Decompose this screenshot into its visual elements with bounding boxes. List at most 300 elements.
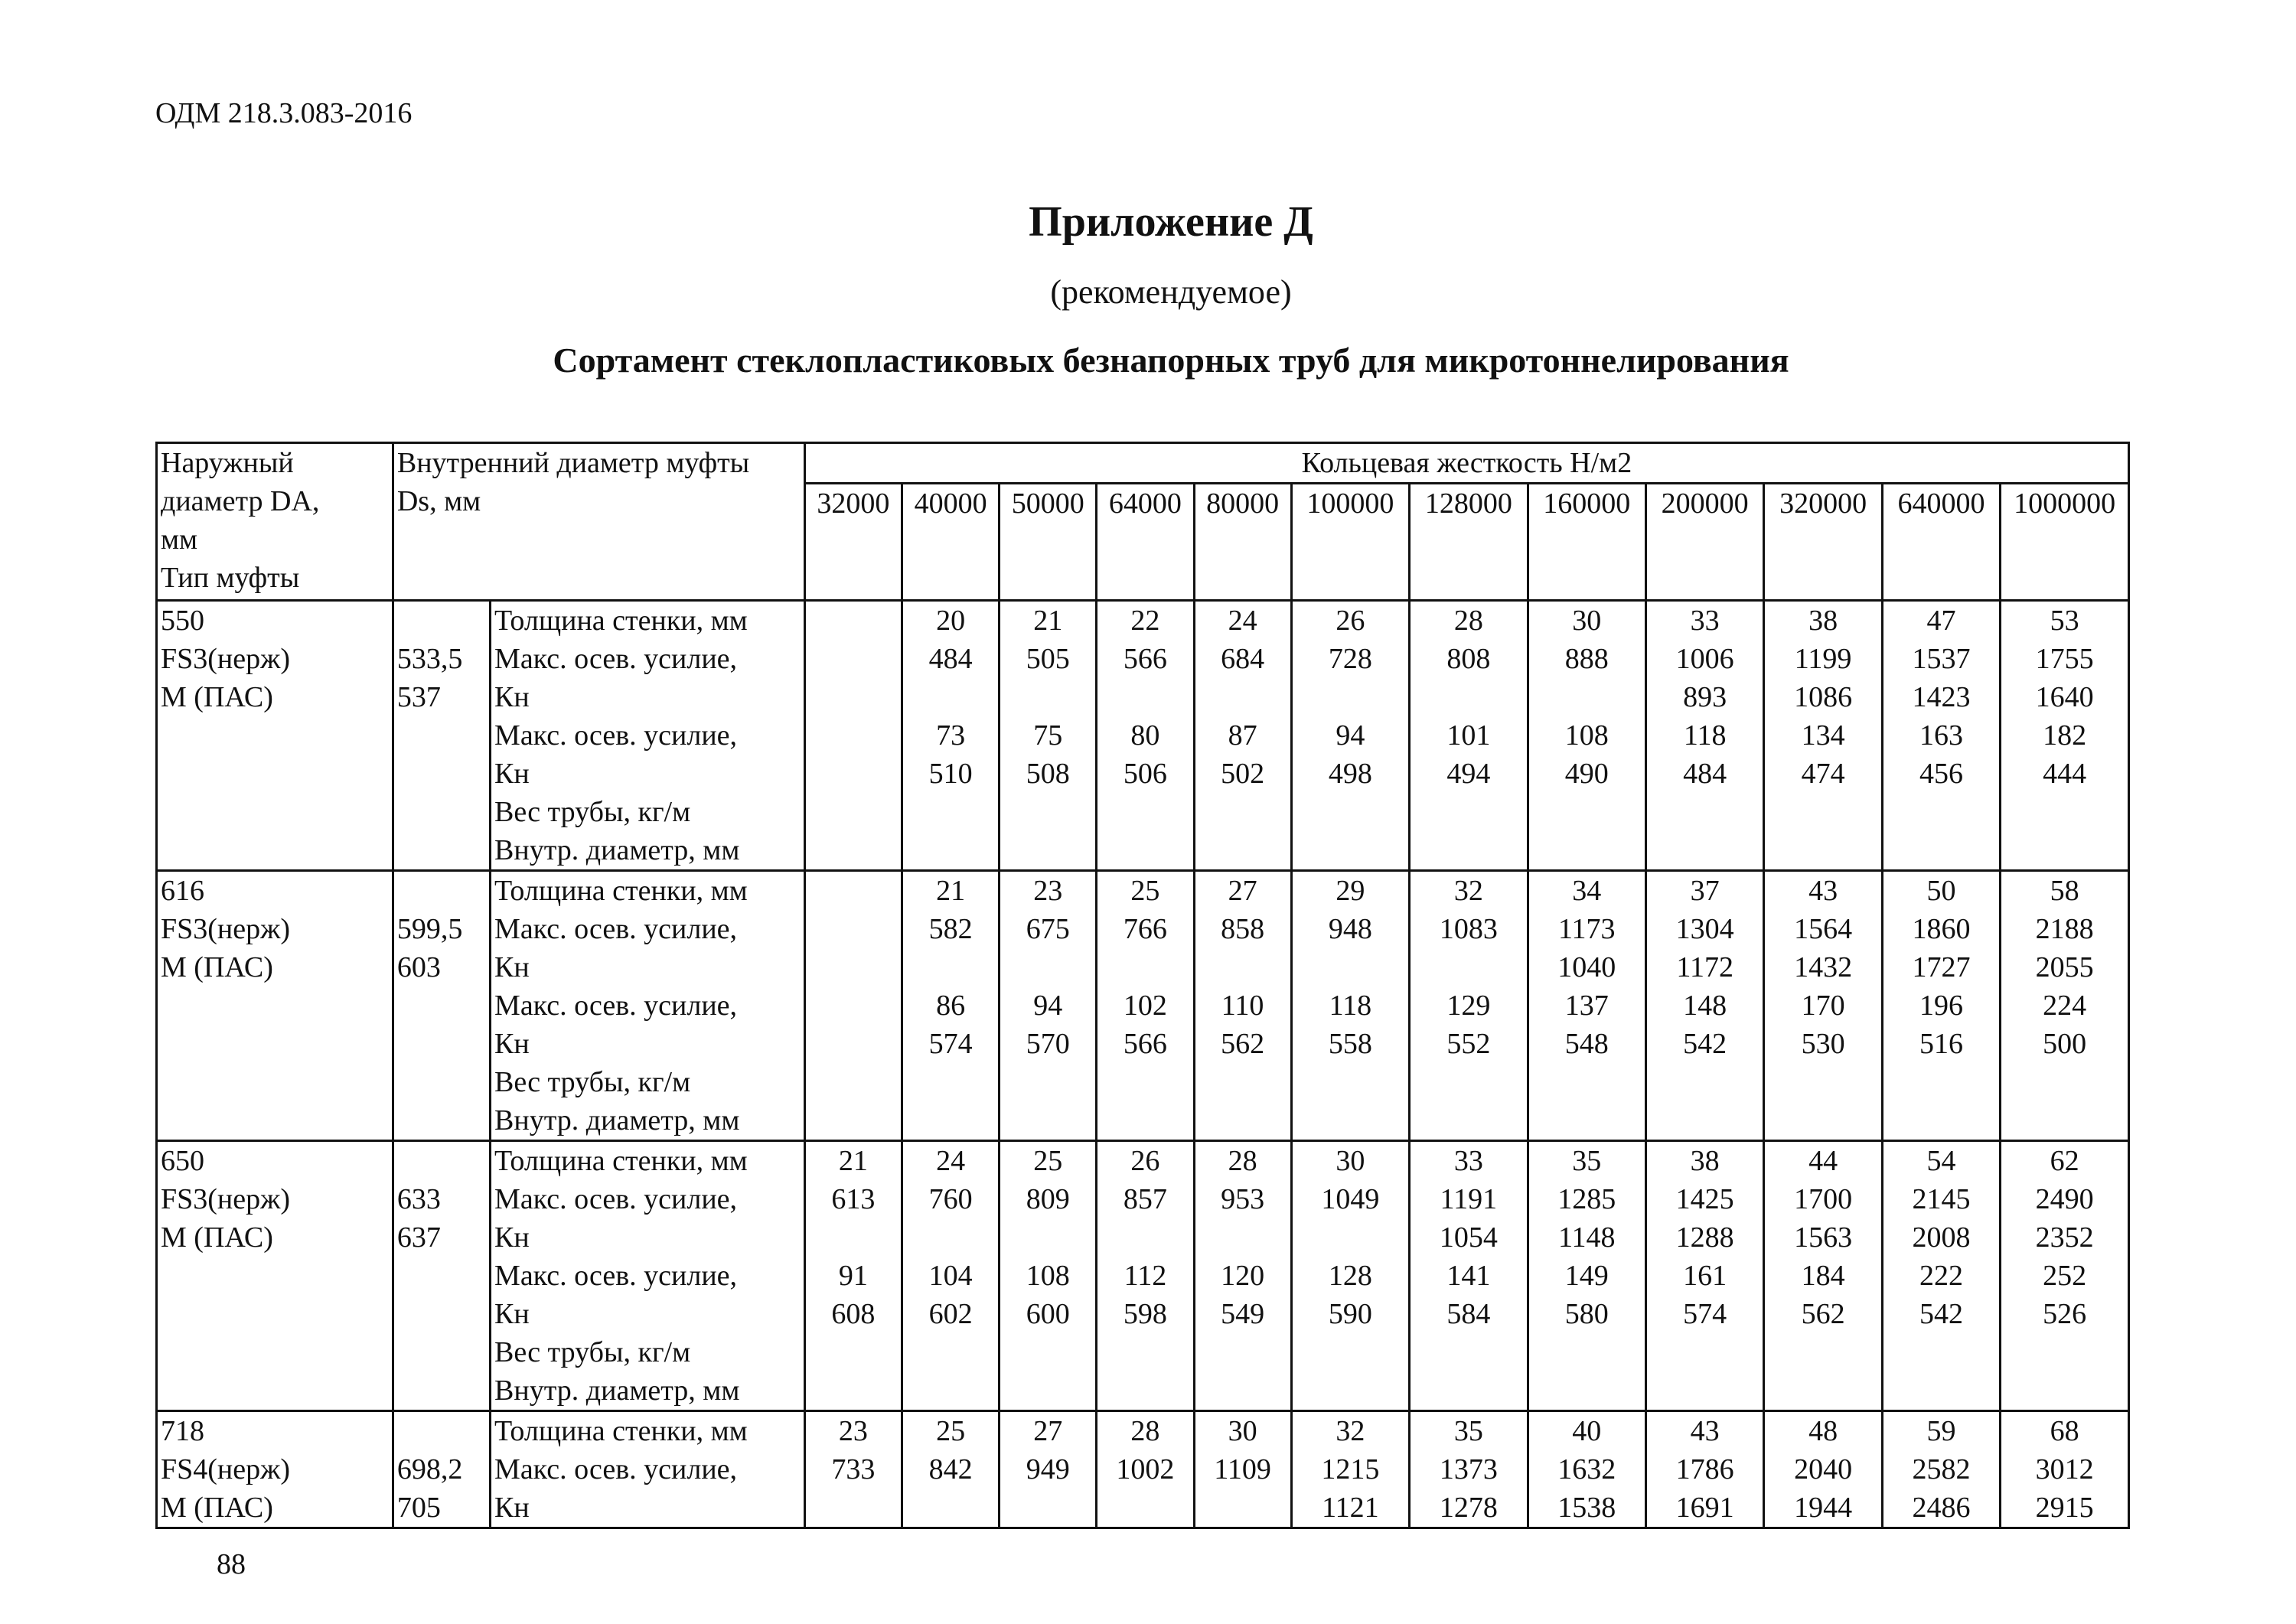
cell-line: 2582 xyxy=(1912,1453,1971,1485)
cell-line xyxy=(1414,831,1523,869)
cell-line: 108 xyxy=(1564,719,1609,752)
value-cell xyxy=(1764,871,1882,1141)
cell-line: 47 xyxy=(1926,605,1956,637)
cell-line xyxy=(2004,1063,2125,1101)
header-text-line: Наружный xyxy=(161,447,294,479)
cell-line: 705 xyxy=(396,1492,441,1524)
outer-diameter-cell xyxy=(157,871,393,1141)
cell-line xyxy=(1003,831,1092,869)
cell-line: Макс. осев. усилие, xyxy=(494,1453,738,1485)
value-cell xyxy=(1097,871,1194,1141)
cell-line: 33 xyxy=(1690,605,1720,637)
cell-line: 1172 xyxy=(1676,951,1733,983)
cell-line: 548 xyxy=(1564,1028,1609,1060)
cell-line xyxy=(906,1063,995,1101)
cell-line: 1944 xyxy=(1794,1492,1853,1524)
cell-line: 118 xyxy=(1683,719,1727,752)
stiffness-value-cell: 640000 xyxy=(1882,484,2000,601)
cell-line xyxy=(1101,1218,1189,1257)
cell-line xyxy=(1532,1333,1642,1371)
value-cell xyxy=(1528,1141,1645,1411)
cell-line: 120 xyxy=(1221,1260,1265,1292)
value-cell xyxy=(804,871,902,1141)
header-row-1 xyxy=(157,443,2129,484)
cell-line: 23 xyxy=(1033,875,1063,907)
cell-line: 562 xyxy=(1801,1298,1845,1330)
cell-line: 28 xyxy=(1228,1145,1257,1177)
cell-line: 20 xyxy=(936,605,966,637)
cell-line xyxy=(1296,1371,1405,1410)
cell-line xyxy=(1887,831,1996,869)
cell-line xyxy=(1768,1101,1877,1140)
stiffness-value-cell: 1000000 xyxy=(2001,484,2129,601)
cell-line xyxy=(1199,1218,1287,1257)
cell-line: 1691 xyxy=(1675,1492,1734,1524)
cell-line xyxy=(1296,1218,1405,1257)
cell-line xyxy=(1414,793,1523,831)
cell-line: 32 xyxy=(1453,875,1483,907)
cell-line: 128 xyxy=(1328,1260,1372,1292)
value-cell xyxy=(1000,1411,1097,1528)
stiffness-value-cell: 80000 xyxy=(1194,484,1291,601)
cell-line: 498 xyxy=(1328,758,1372,790)
cell-line xyxy=(1199,948,1287,986)
cell-line xyxy=(1532,678,1642,716)
cell-line: 182 xyxy=(2043,719,2087,752)
cell-line: Внутр. диаметр, мм xyxy=(494,1104,740,1136)
cell-line: 2040 xyxy=(1794,1453,1853,1485)
cell-line: 112 xyxy=(1124,1260,1167,1292)
value-cell xyxy=(2001,601,2129,871)
cell-line: 1425 xyxy=(1675,1183,1734,1215)
cell-line: 30 xyxy=(1336,1145,1365,1177)
cell-line xyxy=(1003,1371,1092,1410)
value-cell xyxy=(1410,1141,1528,1411)
cell-line xyxy=(809,831,898,869)
cell-line xyxy=(1414,1333,1523,1371)
cell-line: Кн xyxy=(494,681,530,713)
cell-line xyxy=(906,948,995,986)
cell-line: 1086 xyxy=(1794,681,1853,713)
cell-line xyxy=(1650,1063,1760,1101)
coupling-diameter-cell xyxy=(393,1141,490,1411)
cell-line: 599,5 xyxy=(396,913,463,945)
cell-line: 3012 xyxy=(2035,1453,2094,1485)
cell-line: 1121 xyxy=(1322,1492,1379,1524)
cell-line: 1199 xyxy=(1794,643,1852,675)
cell-line: Вес трубы, кг/м xyxy=(494,1066,691,1098)
cell-line xyxy=(1101,1489,1189,1527)
cell-line: 2915 xyxy=(2035,1492,2094,1524)
cell-line: 73 xyxy=(936,719,966,752)
outer-diameter-cell xyxy=(157,1141,393,1411)
coupling-diameter-cell xyxy=(393,1411,490,1528)
cell-line: 698,2 xyxy=(396,1453,463,1485)
cell-line xyxy=(906,1218,995,1257)
cell-line: 616 xyxy=(161,875,204,907)
value-cell xyxy=(1194,1411,1291,1528)
coupling-diameter-cell xyxy=(393,601,490,871)
cell-line: Толщина стенки, мм xyxy=(494,1415,748,1447)
cell-line: 675 xyxy=(1026,913,1070,945)
cell-line: 948 xyxy=(1328,913,1372,945)
cell-line: 600 xyxy=(1026,1298,1070,1330)
cell-line: 2055 xyxy=(2035,951,2094,983)
cell-line: 558 xyxy=(1328,1028,1372,1060)
cell-line xyxy=(809,872,898,910)
cell-line: 858 xyxy=(1221,913,1265,945)
table-caption: Сортамент стеклопластиковых безнапорных труб для микротоннелирования xyxy=(553,341,1789,380)
value-cell xyxy=(902,871,1000,1141)
cell-line xyxy=(1650,1371,1760,1410)
cell-line xyxy=(809,755,898,793)
cell-line xyxy=(809,986,898,1025)
cell-line: Кн xyxy=(494,1492,530,1524)
cell-line xyxy=(1101,831,1189,869)
cell-line: 1002 xyxy=(1116,1453,1175,1485)
cell-line xyxy=(1887,1063,1996,1101)
cell-line xyxy=(397,602,486,640)
cell-line xyxy=(1003,948,1092,986)
cell-line: 808 xyxy=(1446,643,1491,675)
cell-line: 1563 xyxy=(1794,1221,1853,1254)
value-cell xyxy=(1645,601,1763,871)
page-number: 88 xyxy=(217,1548,246,1580)
cell-line: 170 xyxy=(1801,990,1845,1022)
cell-line: 506 xyxy=(1123,758,1167,790)
cell-line: 252 xyxy=(2043,1260,2087,1292)
value-cell xyxy=(1528,871,1645,1141)
cell-line xyxy=(1768,831,1877,869)
value-cell xyxy=(804,601,902,871)
cell-line xyxy=(2004,1371,2125,1410)
cell-line xyxy=(906,1101,995,1140)
cell-line: 1432 xyxy=(1794,951,1853,983)
cell-line: 48 xyxy=(1808,1415,1838,1447)
cell-line: 148 xyxy=(1683,990,1727,1022)
cell-line: 603 xyxy=(396,951,441,983)
cell-line xyxy=(809,1333,898,1371)
stiffness-value-cell: 128000 xyxy=(1410,484,1528,601)
cell-line: 809 xyxy=(1026,1183,1070,1215)
value-cell xyxy=(1764,1411,1882,1528)
cell-line: 59 xyxy=(1926,1415,1956,1447)
stiffness-value-cell: 40000 xyxy=(902,484,1000,601)
cell-line xyxy=(1101,793,1189,831)
value-cell xyxy=(804,1411,902,1528)
cell-line xyxy=(1101,1333,1189,1371)
cell-line: 33 xyxy=(1453,1145,1483,1177)
cell-line xyxy=(1296,831,1405,869)
cell-line: 456 xyxy=(1919,758,1963,790)
value-cell xyxy=(1291,1141,1409,1411)
header-text-line: мм xyxy=(161,523,198,556)
cell-line xyxy=(2004,1101,2125,1140)
cell-line: 29 xyxy=(1336,875,1365,907)
header-text-line: Тип муфты xyxy=(161,562,300,594)
cell-line xyxy=(906,1333,995,1371)
document-code: ОДМ 218.3.083-2016 xyxy=(155,97,413,129)
cell-line xyxy=(1296,793,1405,831)
cell-line: 474 xyxy=(1801,758,1845,790)
cell-line: 1285 xyxy=(1557,1183,1616,1215)
cell-line: 637 xyxy=(396,1221,441,1254)
value-cell xyxy=(1645,1141,1763,1411)
cell-line: 1006 xyxy=(1675,643,1734,675)
cell-line: 484 xyxy=(1683,758,1727,790)
cell-line: 552 xyxy=(1446,1028,1491,1060)
cell-line: 613 xyxy=(831,1183,876,1215)
cell-line: 502 xyxy=(1221,758,1265,790)
cell-line: Внутр. диаметр, мм xyxy=(494,1375,740,1407)
cell-line xyxy=(2004,831,2125,869)
stiffness-value-cell: 100000 xyxy=(1291,484,1409,601)
cell-line xyxy=(906,1489,995,1527)
cell-line: 633 xyxy=(396,1183,441,1215)
cell-line: 1278 xyxy=(1439,1492,1498,1524)
cell-line xyxy=(809,1063,898,1101)
cell-line: 21 xyxy=(936,875,966,907)
cell-line: 444 xyxy=(2043,758,2087,790)
cell-line: 86 xyxy=(936,990,966,1022)
stiffness-value-cell: 64000 xyxy=(1097,484,1194,601)
cell-line: 550 xyxy=(161,605,204,637)
value-cell xyxy=(1645,1411,1763,1528)
value-cell xyxy=(1194,1141,1291,1411)
cell-line: 1148 xyxy=(1557,1221,1616,1254)
cell-line xyxy=(906,793,995,831)
cell-line: 608 xyxy=(831,1298,876,1330)
cell-line xyxy=(1532,1371,1642,1410)
cell-line: 566 xyxy=(1123,643,1167,675)
cell-line: Макс. осев. усилие, xyxy=(494,1183,738,1215)
cell-line: 75 xyxy=(1033,719,1063,752)
cell-line: М (ПАС) xyxy=(161,1492,273,1524)
pipe-group-row xyxy=(157,1411,2129,1528)
cell-line: 728 xyxy=(1328,643,1372,675)
cell-line: 500 xyxy=(2043,1028,2087,1060)
cell-line: 58 xyxy=(2050,875,2079,907)
cell-line xyxy=(1768,1063,1877,1101)
cell-line: 38 xyxy=(1690,1145,1720,1177)
cell-line: 50 xyxy=(1926,875,1956,907)
cell-line: 566 xyxy=(1123,1028,1167,1060)
cell-line: 26 xyxy=(1336,605,1365,637)
cell-line xyxy=(1650,831,1760,869)
cell-line xyxy=(1768,1371,1877,1410)
cell-line xyxy=(1003,678,1092,716)
cell-line: Макс. осев. усилие, xyxy=(494,1260,738,1292)
header-text-line: диаметр DA, xyxy=(161,485,320,517)
cell-line xyxy=(906,678,995,716)
value-cell xyxy=(1882,871,2000,1141)
cell-line xyxy=(1414,1063,1523,1101)
cell-line: Макс. осев. усилие, xyxy=(494,990,738,1022)
cell-line: 25 xyxy=(936,1415,966,1447)
cell-line: 2008 xyxy=(1912,1221,1971,1254)
cell-line: 1537 xyxy=(1912,643,1971,675)
value-cell xyxy=(1000,601,1097,871)
value-cell xyxy=(1764,1141,1882,1411)
cell-line xyxy=(1768,793,1877,831)
cell-line: 1373 xyxy=(1439,1453,1498,1485)
cell-line: 766 xyxy=(1123,913,1167,945)
cell-line: 25 xyxy=(1130,875,1160,907)
cell-line xyxy=(809,948,898,986)
cell-line: 1191 xyxy=(1440,1183,1498,1215)
value-cell xyxy=(1410,1411,1528,1528)
cell-line xyxy=(1003,1333,1092,1371)
cell-line: Толщина стенки, мм xyxy=(494,605,748,637)
cell-line xyxy=(1003,1101,1092,1140)
stiffness-value-cell: 160000 xyxy=(1528,484,1645,601)
appendix-subtitle: (рекомендуемое) xyxy=(1050,273,1292,311)
cell-line: Толщина стенки, мм xyxy=(494,1145,748,1177)
cell-line xyxy=(1199,678,1287,716)
cell-line xyxy=(1532,1063,1642,1101)
cell-line: 1054 xyxy=(1439,1221,1498,1254)
cell-line: 21 xyxy=(838,1145,868,1177)
cell-line xyxy=(1414,1371,1523,1410)
value-cell xyxy=(1000,871,1097,1141)
value-cell xyxy=(902,601,1000,871)
cell-line: 533,5 xyxy=(396,643,463,675)
cell-line xyxy=(809,793,898,831)
cell-line: 494 xyxy=(1446,758,1491,790)
cell-line: 94 xyxy=(1336,719,1365,752)
cell-line: 516 xyxy=(1919,1028,1963,1060)
cell-line: 733 xyxy=(831,1453,876,1485)
value-cell xyxy=(1764,601,1882,871)
cell-line: Вес трубы, кг/м xyxy=(494,1336,691,1368)
cell-line: 2352 xyxy=(2035,1221,2094,1254)
cell-line: 2188 xyxy=(2035,913,2094,945)
value-cell xyxy=(2001,1141,2129,1411)
cell-line: FS3(нерж) xyxy=(161,643,291,675)
cell-line: 137 xyxy=(1564,990,1609,1022)
cell-line: FS3(нерж) xyxy=(161,913,291,945)
cell-line xyxy=(397,1412,486,1450)
value-cell xyxy=(1097,601,1194,871)
cell-line: 2490 xyxy=(2035,1183,2094,1215)
value-cell xyxy=(1097,1141,1194,1411)
cell-line: 149 xyxy=(1564,1260,1609,1292)
cell-line xyxy=(809,640,898,678)
cell-line: 718 xyxy=(161,1415,204,1447)
value-cell xyxy=(2001,1411,2129,1528)
cell-line xyxy=(1199,1333,1287,1371)
cell-line xyxy=(1003,1218,1092,1257)
outer-diameter-cell xyxy=(157,601,393,871)
cell-line: 842 xyxy=(928,1453,973,1485)
cell-line: 53 xyxy=(2050,605,2079,637)
cell-line: FS3(нерж) xyxy=(161,1183,291,1215)
cell-line xyxy=(397,1142,486,1180)
cell-line: Внутр. диаметр, мм xyxy=(494,834,740,866)
cell-line xyxy=(809,602,898,640)
stiffness-value-cell: 200000 xyxy=(1645,484,1763,601)
cell-line: Макс. осев. усилие, xyxy=(494,719,738,752)
cell-line: 43 xyxy=(1808,875,1838,907)
cell-line xyxy=(1296,1333,1405,1371)
cell-line: Вес трубы, кг/м xyxy=(494,796,691,828)
cell-line: 118 xyxy=(1329,990,1372,1022)
cell-line xyxy=(1414,948,1523,986)
value-cell xyxy=(1000,1141,1097,1411)
cell-line xyxy=(1650,1333,1760,1371)
cell-line: FS4(нерж) xyxy=(161,1453,291,1485)
cell-line: 102 xyxy=(1123,990,1167,1022)
cell-line xyxy=(1887,793,1996,831)
cell-line: 37 xyxy=(1690,875,1720,907)
cell-line: 1860 xyxy=(1912,913,1971,945)
cell-line: 574 xyxy=(1683,1298,1727,1330)
value-cell xyxy=(1194,601,1291,871)
cell-line: 104 xyxy=(928,1260,973,1292)
cell-line xyxy=(1650,1101,1760,1140)
cell-line: 68 xyxy=(2050,1415,2079,1447)
cell-line: 134 xyxy=(1801,719,1845,752)
value-cell xyxy=(804,1141,902,1411)
cell-line: 602 xyxy=(928,1298,973,1330)
cell-line: 87 xyxy=(1228,719,1257,752)
cell-line: 893 xyxy=(1683,681,1727,713)
cell-line xyxy=(809,1489,898,1527)
cell-line: 1109 xyxy=(1214,1453,1271,1485)
header-outer-diameter xyxy=(157,443,393,601)
cell-line: 62 xyxy=(2050,1145,2079,1177)
cell-line: 537 xyxy=(396,681,441,713)
value-cell xyxy=(1291,871,1409,1141)
value-cell xyxy=(902,1411,1000,1528)
cell-line xyxy=(1199,1371,1287,1410)
cell-line xyxy=(1532,793,1642,831)
parameter-names-cell xyxy=(491,871,805,1141)
cell-line xyxy=(1768,1333,1877,1371)
cell-line: 24 xyxy=(936,1145,966,1177)
header-text-line: Внутренний диаметр муфты xyxy=(396,447,750,479)
cell-line: 1755 xyxy=(2035,643,2094,675)
cell-line: 1632 xyxy=(1557,1453,1616,1485)
value-cell xyxy=(902,1141,1000,1411)
cell-line: 953 xyxy=(1221,1183,1265,1215)
cell-line: 22 xyxy=(1130,605,1160,637)
cell-line xyxy=(1101,678,1189,716)
cell-line: 484 xyxy=(928,643,973,675)
pipe-group-row xyxy=(157,601,2129,871)
cell-line: 224 xyxy=(2043,990,2087,1022)
cell-line: 590 xyxy=(1328,1298,1372,1330)
cell-line xyxy=(1296,1101,1405,1140)
cell-line: 650 xyxy=(161,1145,204,1177)
cell-line xyxy=(1887,1333,1996,1371)
cell-line: 30 xyxy=(1572,605,1602,637)
cell-line: М (ПАС) xyxy=(161,951,273,983)
cell-line: 54 xyxy=(1926,1145,1956,1177)
cell-line: 888 xyxy=(1564,643,1609,675)
cell-line xyxy=(809,910,898,948)
cell-line: 163 xyxy=(1919,719,1963,752)
cell-line: 1304 xyxy=(1675,913,1734,945)
cell-line xyxy=(1532,831,1642,869)
value-cell xyxy=(1882,1141,2000,1411)
cell-line: 91 xyxy=(838,1260,868,1292)
cell-line: Кн xyxy=(494,1221,530,1254)
value-cell xyxy=(1291,601,1409,871)
cell-line: Макс. осев. усилие, xyxy=(494,643,738,675)
cell-line: 25 xyxy=(1033,1145,1063,1177)
value-cell xyxy=(1528,601,1645,871)
